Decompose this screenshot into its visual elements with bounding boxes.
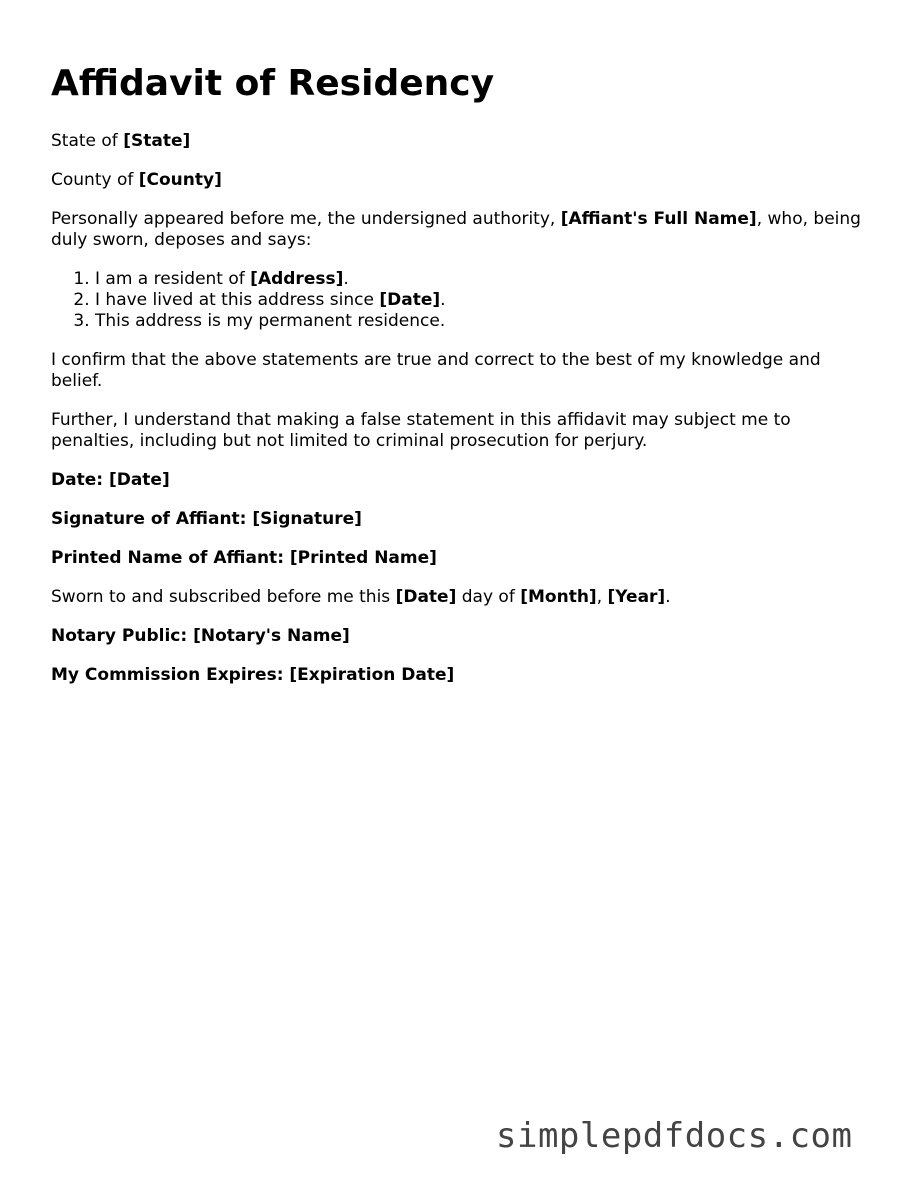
intro-paragraph	[51, 209, 876, 251]
statement-item	[95, 269, 876, 290]
commission-expires-field	[51, 665, 876, 686]
understanding-paragraph: Further, I understand that making a false statement in this affidavit may subject me to penalties, including but not limited to criminal prosecution for perjury.	[51, 410, 791, 451]
statement-end: .	[343, 269, 349, 289]
county-placeholder: [County]	[138, 170, 222, 190]
site-watermark: simplepdfdocs.com	[496, 1116, 853, 1156]
sworn-statement	[51, 587, 876, 608]
statement-text: I am a resident of	[95, 269, 251, 289]
sworn-part1: Sworn to and subscribed before me this	[51, 587, 396, 607]
signature-field-label: Signature of Affiant: [Signature]	[51, 509, 362, 529]
state-placeholder: [State]	[123, 131, 191, 151]
since-date-placeholder: [Date]	[379, 290, 441, 310]
commission-expires-label: My Commission Expires: [Expiration Date]	[51, 665, 455, 685]
intro-after: , who, being duly sworn, deposes and says:	[51, 209, 861, 250]
county-line	[51, 170, 876, 191]
affiant-name-placeholder: [Affiant's Full Name]	[560, 209, 757, 229]
document-title: Affidavit of Residency	[51, 63, 495, 104]
state-prefix: State of	[51, 131, 124, 151]
printed-name-field	[51, 548, 876, 569]
county-prefix: County of	[51, 170, 139, 190]
date-field-label: Date: [Date]	[51, 470, 170, 490]
sworn-date-placeholder: [Date]	[395, 587, 457, 607]
statement-item	[95, 290, 876, 311]
date-field	[51, 470, 876, 491]
statement-end: .	[440, 290, 446, 310]
statement-text: I have lived at this address since	[95, 290, 380, 310]
sworn-year-placeholder: [Year]	[607, 587, 666, 607]
sworn-month-placeholder: [Month]	[520, 587, 597, 607]
address-placeholder: [Address]	[250, 269, 344, 289]
state-line	[51, 131, 876, 152]
notary-name-field	[51, 626, 876, 647]
signature-field	[51, 509, 876, 530]
statement-list	[51, 269, 876, 332]
sworn-part3: ,	[596, 587, 608, 607]
intro-before: Personally appeared before me, the undersigned authority,	[51, 209, 561, 229]
statement-text: This address is my permanent residence.	[95, 311, 446, 331]
notary-name-label: Notary Public: [Notary's Name]	[51, 626, 350, 646]
affidavit-document	[51, 62, 876, 704]
confirmation-paragraph: I confirm that the above statements are true and correct to the best of my knowledge and belief.	[51, 350, 821, 391]
printed-name-field-label: Printed Name of Affiant: [Printed Name]	[51, 548, 437, 568]
sworn-part2: day of	[456, 587, 521, 607]
statement-item	[95, 311, 876, 332]
sworn-part4: .	[665, 587, 671, 607]
